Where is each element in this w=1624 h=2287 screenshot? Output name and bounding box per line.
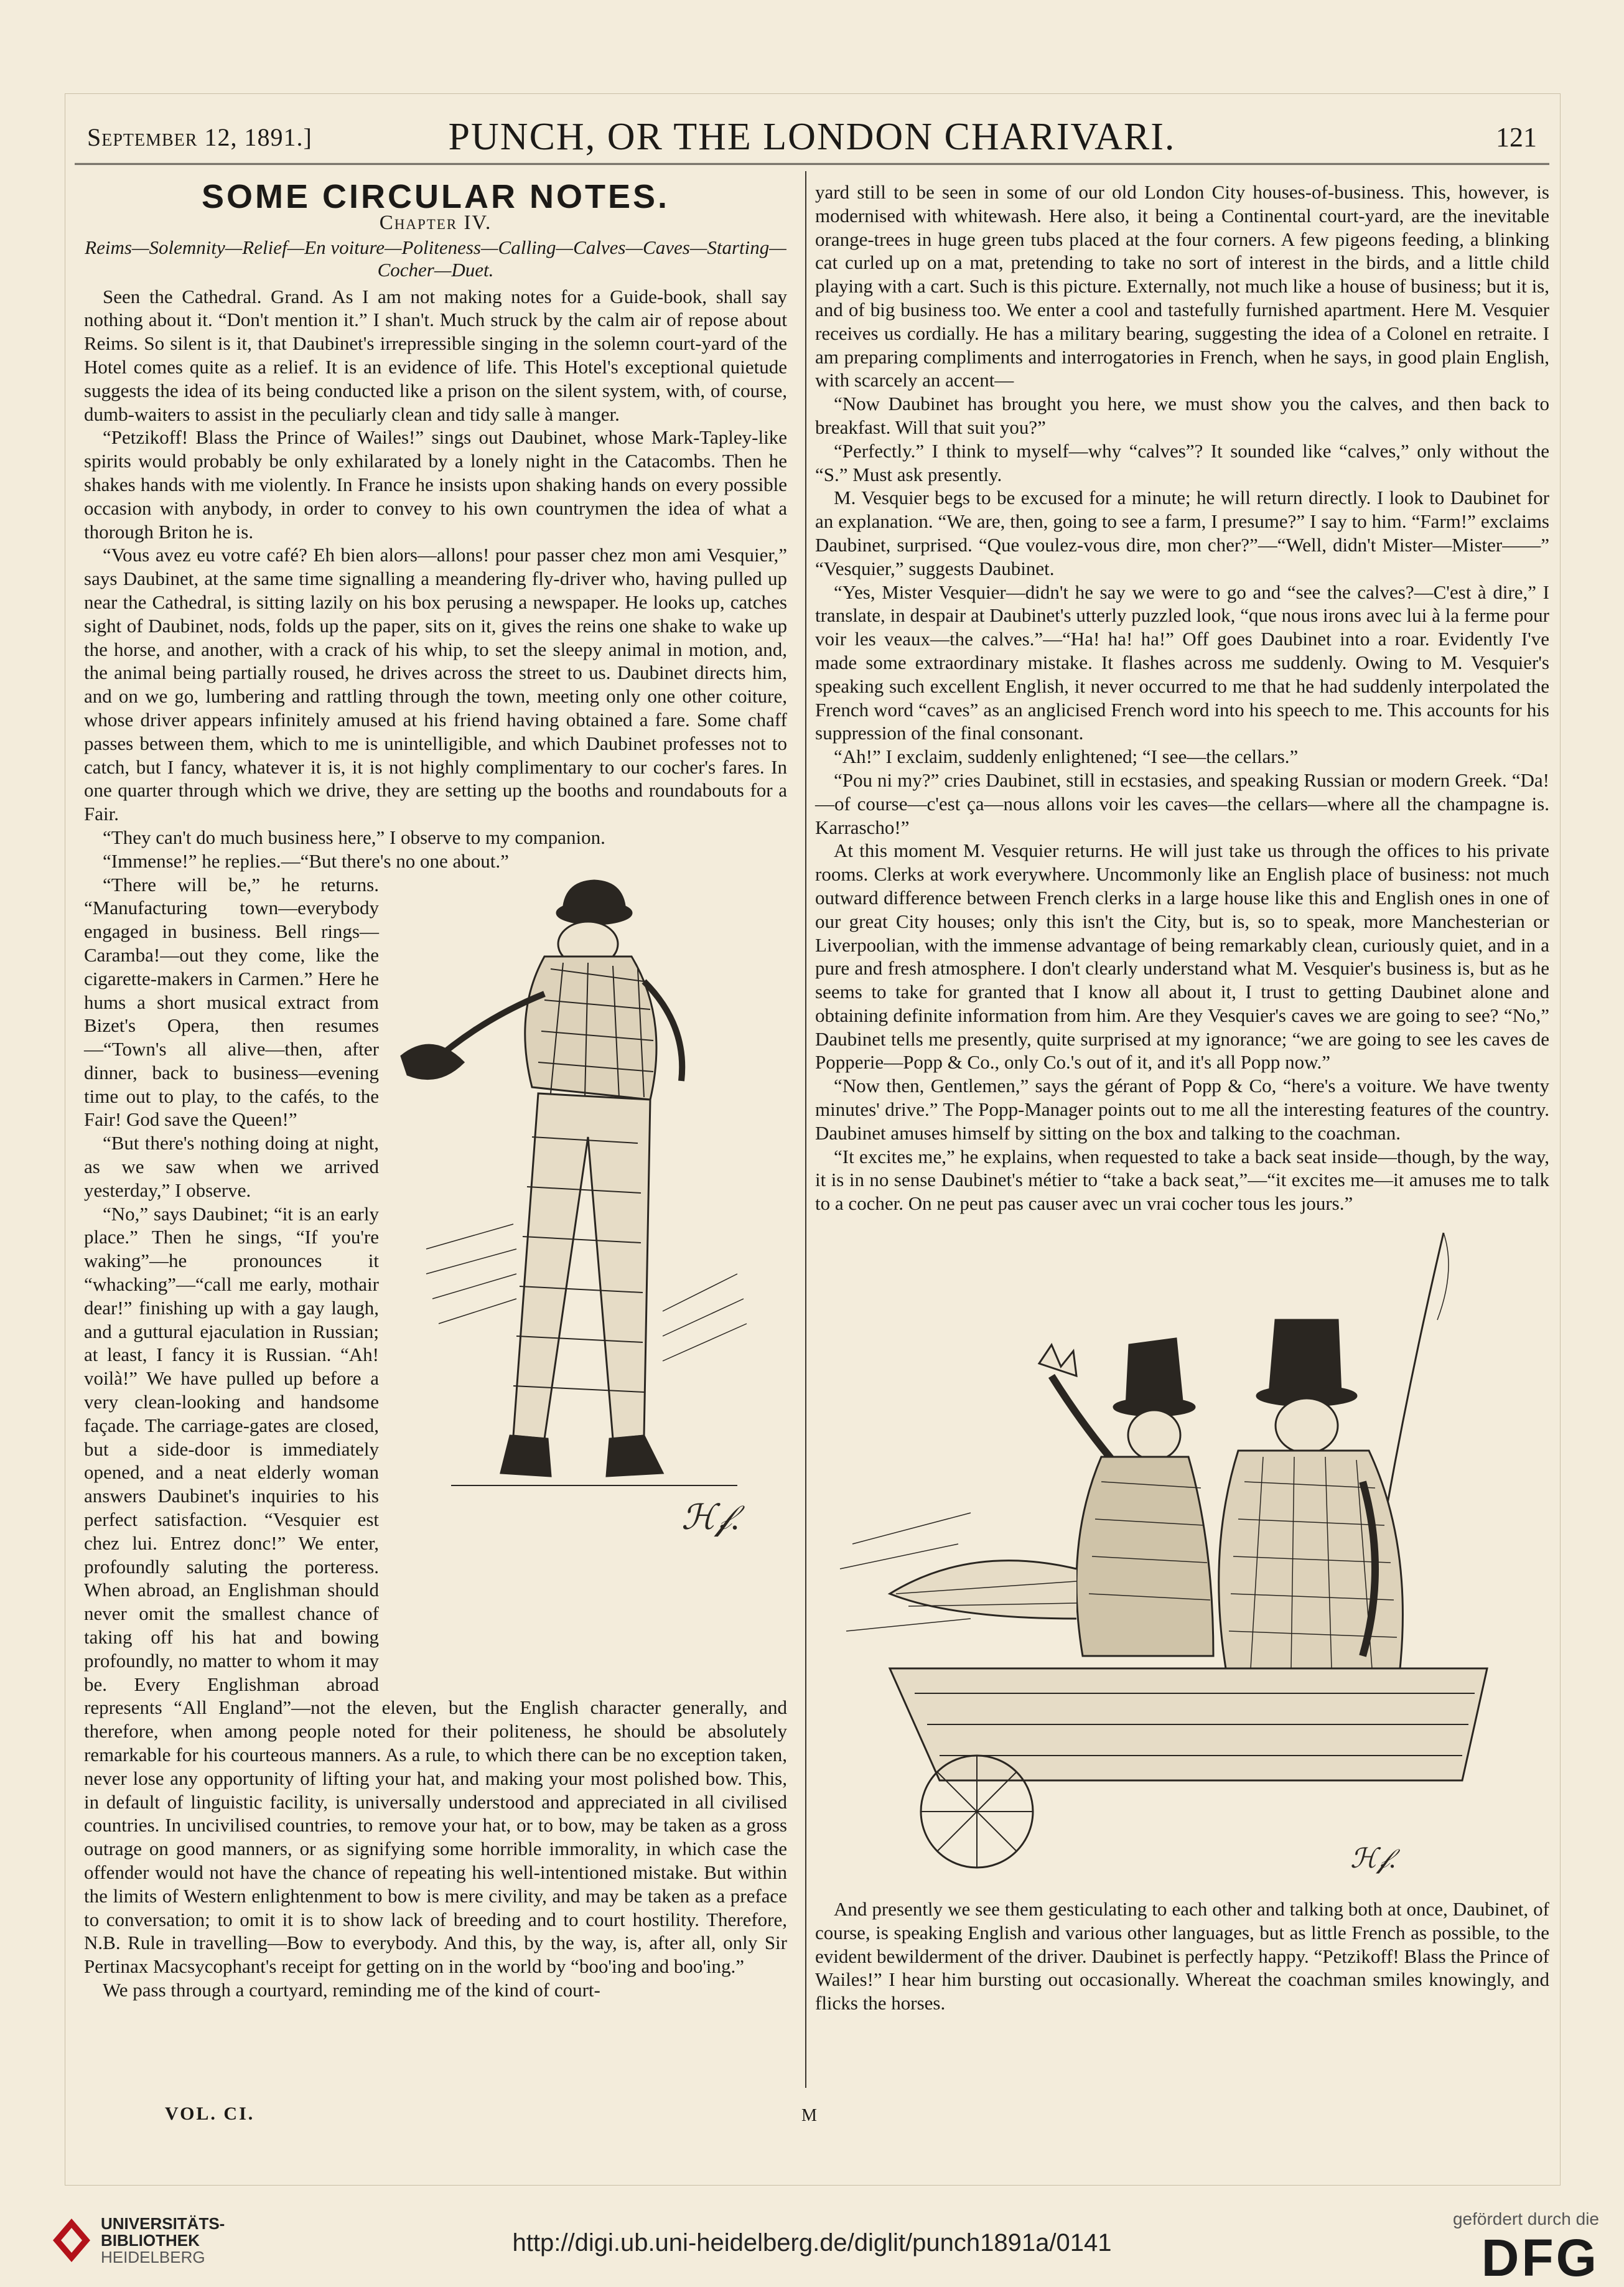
paragraph: “But there's nothing doing at night, as we saw when we arrived yesterday,” I observe. [84, 1132, 379, 1201]
paragraph: We pass through a courtyard, reminding me of the kind of court- [103, 1978, 600, 2001]
paragraph: “They can't do much business here,” I observe to my companion. [103, 826, 605, 848]
volume-label: VOL. CI. [165, 2103, 255, 2124]
header-rule [75, 163, 1549, 165]
library-name-line1: UNIVERSITÄTS- [101, 2214, 225, 2233]
paragraph: “Immense!” he replies.—“But there's no one about.” [103, 849, 509, 872]
paragraph: yard still to be seen in some of our old London City houses-of-business. This, however, is modernised with whitewash. Here also, it being a Continental court-yard, are the inevitable orange-trees in huge green tubs placed at the four corners. A few pigeons feeding, a blinking cat curled up on a mat, pretending to take no sort of interest in the birds, and a little child playing with a cart. Such is this picture. Externally, not much like a house of business; but it is, and of big business too. We enter a cool and tastefully furnished apartment. Here M. Vesquier receives us cordially. He has a military bearing, suggesting the idea of a Colonel en retraite. I am preparing compliments and interrogatories in French, when he says, in good plain English, with scarcely an accent— [815, 181, 1549, 391]
chapter-heading: Chapter IV. [379, 211, 492, 234]
column-divider [805, 171, 806, 2088]
paragraph: “There will be,” he returns. “Manufacturing town—everybody engaged in business. Bell rings—Caramba!—out they come, like the cigarette-makers in Carmen.” Here he hums a short musical extract from Bizet's Opera, then resumes—“Town's all alive—then, after dinner, back to business—evening time out to play, to the cafés, to the Fair! God save the Queen!” [84, 873, 379, 1131]
paragraph: “Pou ni my?” cries Daubinet, still in ecstasies, and speaking Russian or modern Greek. “Da!—of course—c'est ça—nous allons voir les caves—the cellars—where all the champagne is. Karrascho!” [815, 769, 1549, 838]
paragraph: “Yes, Mister Vesquier—didn't he say we were to go and “see the calves?—C'est à dire,” I translate, in despair at Daubinet's utterly puzzled look, “que nous irons avec lui à la ferme pour voir les veaux—the calves.”—“Ha! ha! ha!” Off goes Daubinet into a roar. Evidently I've made some extraordinary mistake. It flashes across me suddenly. Owing to M. Vesquier's speaking such excellent English, it never occurred to me that he had suddenly interpolated the French word “caves” as an anglicised French word into his speech to me. This accounts for his suppression of the final consonant. [815, 581, 1549, 744]
library-name-line2: BIBLIOTHEK [101, 2231, 200, 2250]
publication-title: PUNCH, OR THE LONDON CHARIVARI. [448, 116, 1176, 158]
paragraph: “Perfectly.” I think to myself—why “calves”? It sounded like “calves,” only without the “S.” Must ask presently. [815, 439, 1549, 485]
illustration-bowing-man [389, 876, 787, 1685]
signature-mark: M [801, 2106, 817, 2125]
issue-date: September 12, 1891.] [87, 123, 312, 151]
paragraph: “It excites me,” he explains, when requested to take a back seat inside—though, by the way, it is in no sense Daubinet's métier to “take a back seat,”—“it excites me—it amuses me to talk to a cocher. On ne peut pas causer avec un vrai cocher tous les jours.” [815, 1145, 1549, 1215]
paragraph: “Vous avez eu votre café? Eh bien alors—allons! pour passer chez mon ami Vesquier,” says Daubinet, at the same time signalling a meandering fly-driver who, having pulled up near the Cathedral, is sitting lazily on his box perusing a newspaper. He looks up, catches sight of Daubinet, nods, folds up the paper, sits on it, gives the reins one shake to wake up the horse, and another, with a crack of his whip, to set the sleepy animal in motion, and, the animal being partially roused, he drives across the street to us. Daubinet directs him, and on we go, lumbering and rattling through the town, meeting only one other coiture, whose driver appears infinitely amused at his friend having obtained a fare. Some chaff passes between them, which to me is unintelligible, and which Daubinet professes not to catch, but I fancy, whatever it is, it is not highly complimentary to our cocher's fares. In one quarter through which we drive, they are setting up the booths and roundabouts for a Fair. [84, 544, 787, 825]
paragraph: At this moment M. Vesquier returns. He will just take us through the offices to his private rooms. Clerks at work everywhere. Uncommonly like an English place of business: not much outward difference between French clerks in a large house like this and English ones in one of our great City houses; only this isn't the City, but is, so to speak, more Manchesterian or Liverpoolian, with the immense advantage of being remarkably clean, curiously quiet, and in a pure and fresh atmosphere. I don't clearly understand what M. Vesquier's business is, but as he seems to take for granted that I know all about it, I trust to getting Daubinet alone and obtaining definite information from him. Are they Vesquier's caves we are going to see? “No,” Daubinet tells me presently, quite surprised at my ignorance; “we are going to see les caves de Popperie—Popp & Co., only Co.'s out of it, and it's all Popp now.” [815, 840, 1549, 1073]
svg-text:ℋ𝒻.: ℋ𝒻. [1350, 1843, 1397, 1874]
paragraph: And presently we see them gesticulating to each other and talking both at once, Daubinet, of course, is speaking English and various other languages, but as little French as possible, to the evident bewilderment of the driver. Daubinet is perfectly happy. “Petzikoff! Blass the Prince of Wailes!” I hear him bursting out occasionally. Whereat the coachman smiles knowingly, and flicks the horses. [815, 1898, 1549, 2014]
digitization-credit-bar [0, 2191, 1624, 2287]
paragraph: “Ah!” I exclaim, suddenly enlightened; “I see—the cellars.” [834, 746, 1299, 768]
carriage-engraving [815, 1220, 1549, 1892]
chapter-synopsis: Reims—Solemnity—Relief—En voiture—Politeness—Calling—Calves—Caves—Starting—Cocher—Duet. [85, 236, 786, 281]
running-head [75, 115, 1549, 159]
paragraph: Seen the Cathedral. Grand. As I am not making notes for a Guide-book, shall say nothing about it. “Don't mention it.” I shan't. Much struck by the calm air of repose about Reims. So silent is it, that Daubinet's irrepressible singing in the solemn court-yard of the Hotel comes quite as a relief. It is an evidence of life. This Hotel's exceptional quietude suggests the idea of its being conducted like a prison on the silent system, with, of course, dumb-waiters to assist in the peculiarly clean and tidy salle à manger. [84, 285, 787, 425]
dfg-logo: DFG [1481, 2229, 1599, 2287]
paragraph: “Now Daubinet has brought you here, we must show you the calves, and then back to breakfast. Will that suit you?” [815, 393, 1549, 438]
bowing-man-engraving [389, 876, 787, 1685]
paragraph: “Petzikoff! Blass the Prince of Wailes!” sings out Daubinet, whose Mark-Tapley-like spirits would probably be only exhilarated by a lonely night in the Catacombs. Then he shakes hands with me violently. In France he insists upon shaking hands on every possible occasion with anybody, in order to convey to his own countrymen the idea of what a thorough Briton he is. [84, 426, 787, 543]
page-number: 121 [1496, 122, 1537, 152]
left-column [84, 180, 787, 2002]
permalink-url[interactable]: http://digi.ub.uni-heidelberg.de/diglit/punch1891a/0141 [512, 2229, 1112, 2257]
article-title: SOME CIRCULAR NOTES. [201, 178, 670, 215]
right-column [815, 180, 1549, 2015]
paragraph: M. Vesquier begs to be excused for a minute; he will return directly. I look to Daubinet for an explanation. “We are, then, going to see a farm, I presume?” I say to him. “Farm!” exclaims Daubinet, surprised. “Que voulez-vous dire, mon cher?”—“Well, didn't Mister—Mister——” “Vesquier,” suggests Daubinet. [815, 487, 1549, 579]
library-name-line3: HEIDELBERG [101, 2248, 205, 2266]
illustration-carriage-duet [815, 1220, 1549, 1892]
paragraph: “Now then, Gentlemen,” says the gérant of Popp & Co, “here's a voiture. We have twenty minutes' drive.” The Popp-Manager points out to me all the interesting features of the country. Daubinet amuses himself by sitting on the box and talking to the coachman. [815, 1075, 1549, 1144]
funded-by-label: gefördert durch die [1452, 2209, 1599, 2229]
svg-text:ℋ𝒻.: ℋ𝒻. [681, 1498, 740, 1537]
paragraph: “No,” says Daubinet; “it is an early place.” Then he sings, “If you're waking”—he pronounces it “whacking”—“call me early, mothair dear!” finishing up with a gay laugh, and a guttural ejaculation in Russian; at least, I fancy it is Russian. “Ah! voilà!” We have pulled up before a very clean-looking and handsome façade. The carriage-gates are closed, but a side-door is immediately opened, and a neat elderly woman answers Daubinet's inquiries to his perfect satisfaction. “Vesquier est chez lui. Entrez donc!” We enter, profoundly saluting the porteress. When abroad, an Englishman should never omit the smallest chance of taking off his hat and bowing profoundly, no matter to whom it may be. Every Englishman abroad represents “All England”—not the eleven, but the English character generally, and therefore, when among people noted for their politeness, he should be absolutely remarkable for his courteous manners. As a rule, to which there can be no exception taken, never lose any opportunity of lifting your hat, and making your most polished bow. This, in default of linguistic facility, is universally understood and appreciated in all civilised countries. In uncivilised countries, to remove your hat, or to bow, may be taken as a gross outrage on good manners, or as signifying some horrible immorality, in which case the offender would not have the chance of repeating his well-intentioned mistake. But within the limits of Western enlightenment to bow is mere civility, and may be taken as a preface to conversation; to omit it is to show lack of breeding and to court hostility. Therefore, N.B. Rule in travelling—Bow to everybody. And this, by the way, is, after all, only Sir Pertinax Macsycophant's receipt for getting on in the world by “boo'ing and boo'ing.” [84, 1202, 787, 1978]
